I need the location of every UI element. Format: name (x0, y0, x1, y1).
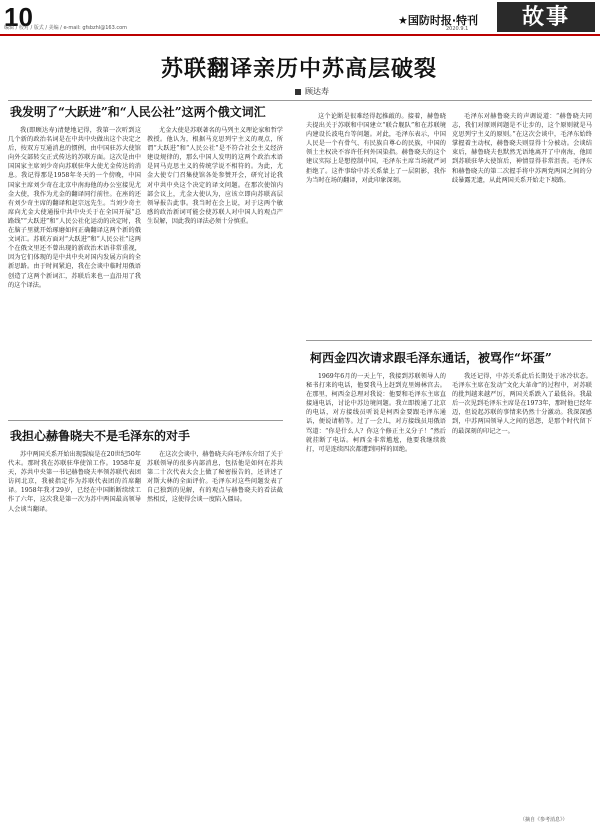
issue-date: 2020.9.1 (446, 26, 469, 32)
byline (295, 86, 329, 97)
paragraph-col-5: 苏中两国关系开始出现裂痕是在20世纪50年代末。那时我在苏联驻华使馆工作。1958年夏天，苏共中央第一书记赫鲁晓夫率领苏联代表团访问北京，我被指定作为苏联代表团的首席翻译。1958年我才29岁，已经在中国断断续续工作了六年，这次我是第一次为苏中两国最高领导人会谈当翻译。 (8, 451, 141, 513)
subhead-2: 我担心赫鲁晓夫不是毛泽东的对手 (10, 429, 191, 443)
page-header (0, 0, 600, 36)
divider (306, 340, 592, 341)
paragraph-col-8: 我还记得，中苏关系此后长期处于冰冷状态。毛泽东主席在发动“文化大革命”的过程中，对苏联的批判越来越严厉，两国关系跌入了最低谷。我最后一次见到毛泽东主席是在1973年，那时他已经年迈，但说起苏联的事情来仍然十分激动。我深深感到，中苏两国领导人之间的恩怨，是那个时代留下的最深刻的印记之一。 (452, 373, 592, 435)
page-number: 10 (4, 2, 33, 32)
divider (8, 420, 283, 421)
headline: 苏联翻译亲历中苏高层破裂 (160, 56, 437, 82)
author-name: 顾达寿 (305, 87, 329, 96)
paragraph-col-1: 我(即顾达寿)清楚地记得，我第一次听到这几个新的政治名词是在中共中央做出这个决定之后，按双方互通消息的惯例，由中国驻苏大使馆向外交部转交正式传达的苏联方面。这次是由中国国家主席刘少奇向苏联驻华大使尤金传达的消息。我记得那是1958年冬天的一个傍晚，中国国家主席刘少奇在北京中南海他的办公室接见尤金大使，我作为尤金的翻译同行前往。在座的还有刘少奇主席的翻译和赵宗远先生。当刘少奇主席向尤金大使通报中共中央关于在全国开展“总路线”“大跃进”和“人民公社化运动的决定时，我在脑子里就开始琢磨如何正确翻译这两个新的俄文词汇。苏联方面对“大跃进”和“人民公社”这两个在俄文里还不曾出现的新政治术语非常重视，因为它们体现的是中共中央对国内发展方向的全新思路。由于时间紧迫，我在会谈中临时用俄语创造了这两个新词汇，苏联后来也一直沿用了我的这个译法。 (8, 127, 141, 289)
editor-meta: 编辑 / 校对 / 版式 / 美编 / e-mail: gfsbzhl@163.com (4, 25, 128, 31)
newspaper-name: ★国防时报·特刊 (398, 14, 479, 27)
paragraph-col-7: 1969年6月的一天上午，我接到苏联领导人的秘书打来的电话，他要我马上赶到克里姆林宫去。在那里，柯西金总理对我说：他要和毛泽东主席直接通电话，讨论中苏边境问题。我立即拨通了北京的电话，对方接线员听说是柯西金要跟毛泽东通话，便说请稍等。过了一会儿，对方接线员用俄语骂道：“你是什么人？你这个修正主义分子！”然后就挂断了电话。柯西金非常尴尬，他要我继续拨打，可是连续四次都遭到同样的回绝。 (306, 373, 446, 453)
subhead-3: 柯西金四次请求跟毛泽东通话，被骂作“坏蛋” (310, 351, 552, 365)
paragraph-col-3: 这个论断是很难经得起推敲的。接着，赫鲁晓夫提出关于苏联和中国建立“联合舰队”和在苏联境内建设长波电台等问题。对此，毛泽东表示，中国人民是一个有骨气、有民族自尊心的民族，中国的领土主权决不容许任何外国染指。赫鲁晓夫的这个建议实际上是想控制中国，毛泽东主席当场就严词拒绝了。这件事给中苏关系蒙上了一层阴影，我作为当时在场的翻译，对此印象深刻。 (306, 113, 446, 184)
paragraph-col-2: 尤金大使是苏联著名的马列主义理论家和哲学教授。他认为，根据马克思列宁主义的观点，所谓“大跃进”和“人民公社”是不符合社会主义经济建设规律的，那么中国人发明的这两个政治术语是同马克思主义的传统学说不相符的。为此，尤金大使专门召集使馆各处参赞开会，研究讨论我对中共中央这个决定的译文问题。在那次使馆内部会议上，尤金大使认为，应该立即向苏联高层领导报告此事。我当时在会上说，对于这两个敏感的政治新词可能会使苏联人对中国人的观点产生误解，因此我的译法必须十分慎重。 (147, 127, 283, 225)
divider (8, 100, 592, 101)
square-bullet-icon (295, 89, 301, 95)
source-note: （摘自《参考消息》） (520, 817, 568, 823)
paragraph-col-4: 毛泽东对赫鲁晓夫的声调说道：“赫鲁晓夫同志，我们对原则问题是不让步的，这个原则就是马克思列宁主义的原则。”在这次会谈中，毛泽东始终掌握着主动权，赫鲁晓夫则显得十分被动。会谈结束后，赫鲁晓夫也默然无语地离开了中南海，他回到苏联驻华大使馆后，神情显得非常沮丧。毛泽东和赫鲁晓夫的第二次握手将中苏两党两国之间的分歧暴露无遗，从此两国关系开始走下坡路。 (452, 113, 592, 184)
section-title: 故事 (497, 2, 595, 32)
subhead-1: 我发明了“大跃进”和“人民公社”这两个俄文词汇 (10, 105, 266, 119)
paragraph-col-6: 在这次会谈中，赫鲁晓夫向毛泽东介绍了关于苏联领导的很多内部消息，包括他是如何在苏共第二十次代表大会上做了秘密报告的，还讲述了对斯大林的全面评价。毛泽东对这些问题发表了自己独到的见解，有的观点与赫鲁晓夫的看法截然相反，这使得会谈一度陷入僵局。 (147, 451, 283, 504)
